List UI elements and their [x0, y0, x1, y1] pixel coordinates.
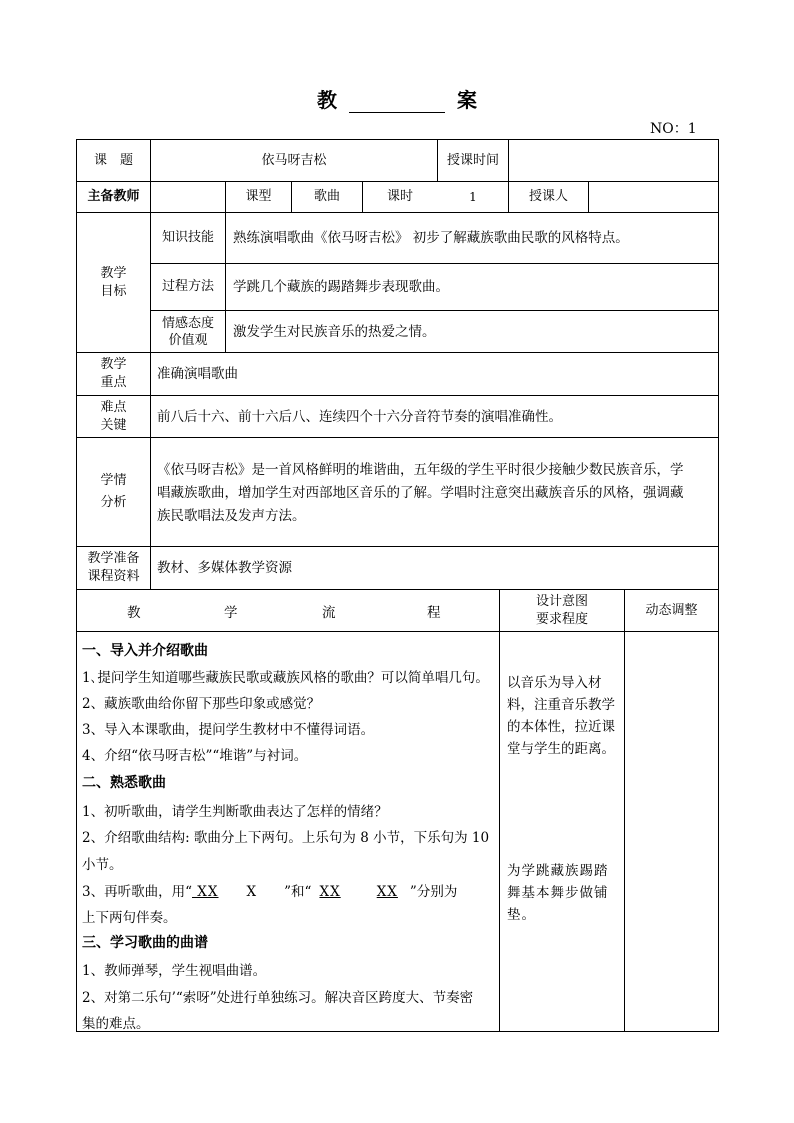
lesson-label: 课 题	[93, 152, 133, 168]
section-2-item-3b: 上下两句伴奏。	[82, 910, 177, 926]
section-2-item-2a: 2、介绍歌曲结构: 歌曲分上下两句。上乐句为 8 小节，下乐句为 10	[82, 830, 490, 846]
section-2-item-1: 1、初听歌曲，请学生判断歌曲表达了怎样的情绪？	[82, 804, 388, 820]
lecturer-value[interactable]	[589, 182, 718, 212]
difficulty-label	[77, 396, 150, 437]
analysis-label-line2: 分析	[100, 495, 127, 510]
section-1-item-3: 3、导入本课歌曲，提问学生教材中不懂得词语。	[82, 722, 375, 738]
design-intent-2-line-2: 舞基本舞步做铺	[507, 885, 609, 901]
section-1-title: 一、导入并介绍歌曲	[82, 643, 208, 659]
rhythm-pattern-2b: XX	[376, 884, 398, 900]
section-1-item-4: 4、介绍“依马呀吉松”“堆谐”与衬词。	[82, 748, 308, 764]
teacher-value[interactable]	[151, 182, 225, 212]
analysis-line-2: 唱藏族歌曲，增加学生对西部地区音乐的了解。学唱时注意突出藏族音乐的风格，强调藏	[157, 485, 684, 501]
focus-text: 准确演唱歌曲	[157, 366, 238, 382]
section-3-title: 三、学习歌曲的曲谱	[82, 935, 208, 951]
section-3-item-1: 1、教师弹琴，学生视唱曲谱。	[82, 963, 267, 979]
analysis-line-1: 《依马呀吉松》是一首风格鲜明的堆谐曲，五年级的学生平时很少接触少数民族音乐，学	[157, 462, 684, 478]
difficulty-text: 前八后十六、前十六后八、连续四个十六分音符节奏的演唱准确性。	[157, 408, 562, 425]
design-intent-1-line-3: 的本体性，拉近课	[507, 719, 615, 735]
focus-label	[77, 353, 150, 395]
analysis-text	[157, 459, 717, 528]
flow-header-c1: 教	[127, 604, 141, 621]
design-intent-block-2	[507, 860, 622, 926]
prep-label-line2: 课程资料	[87, 569, 140, 584]
goals-label-line2: 目标	[100, 283, 127, 299]
emotion-label	[151, 311, 225, 352]
time-value[interactable]	[509, 140, 718, 181]
teacher-label: 主备教师	[87, 189, 140, 204]
design-header-line1: 设计意图	[535, 593, 588, 609]
design-header-line2: 要求程度	[535, 611, 588, 627]
goals-label	[77, 213, 150, 352]
emotion-label-line1: 情感态度	[161, 315, 214, 331]
section-3-item-2a: 2、对第二乐句’“索呀”处进行单独练习。解决音区跨度大、节奏密	[82, 990, 474, 1006]
section-2-item-2b: 小节。	[82, 857, 123, 873]
difficulty-label-line1: 难点	[100, 399, 127, 415]
design-intent-2-line-3: 垫。	[507, 907, 536, 923]
process-label: 过程方法	[161, 279, 214, 294]
design-intent-2-line-1: 为学跳藏族踢踏	[507, 863, 609, 879]
goals-label-line1: 教学	[100, 265, 127, 281]
design-intent-1-line-2: 料，注重音乐教学	[507, 697, 615, 713]
flow-header-c4: 程	[427, 604, 441, 621]
knowledge-text: 熟练演唱歌曲《依马呀吉松》 初步了解藏族歌曲民歌的风格特点。	[233, 230, 629, 246]
prep-text: 教材、多媒体教学资源	[157, 560, 292, 576]
flow-header-title	[77, 590, 499, 631]
lecturer-label: 授课人	[528, 189, 568, 204]
section-2-title: 二、熟悉歌曲	[82, 775, 166, 791]
section-1-item-1: 1､提问学生知道哪些藏族民歌或藏族风格的歌曲？可以简单唱几句。	[82, 670, 489, 686]
emotion-text: 激发学生对民族音乐的热爱之情。	[233, 323, 436, 340]
document-number: NO：1	[650, 121, 697, 137]
document-title	[0, 84, 794, 113]
design-intent-1-line-4: 堂与学生的距离。	[507, 741, 615, 757]
section-2-item-3a	[82, 880, 457, 900]
focus-label-line1: 教学	[100, 357, 127, 372]
focus-label-line2: 重点	[100, 375, 127, 390]
hours-label: 课时	[386, 189, 413, 204]
flow-header-c2: 学	[224, 604, 238, 621]
analysis-label	[77, 438, 150, 546]
prep-label-line1: 教学准备	[87, 551, 140, 566]
title-left: 教	[317, 88, 337, 112]
section-2-item-3a-pre: 3、再听歌曲，用“	[82, 884, 192, 900]
section-2-item-3a-mid: ”和“	[284, 884, 312, 900]
adjust-header: 动态调整	[645, 602, 698, 618]
process-text: 学跳几个藏族的踢踏舞步表现歌曲。	[233, 279, 449, 295]
rhythm-pattern-1b: X	[246, 884, 257, 900]
knowledge-label: 知识技能	[161, 230, 214, 245]
section-3-item-2b: 集的难点。	[82, 1016, 150, 1032]
lesson-value: 依马呀吉松	[261, 152, 327, 168]
prep-label	[77, 547, 150, 589]
section-2-item-3a-post: ”分别为	[409, 884, 458, 900]
analysis-line-3: 族民歌唱法及发声方法。	[157, 508, 306, 524]
type-value: 歌曲	[313, 189, 340, 204]
emotion-label-line2: 价值观	[168, 332, 208, 348]
difficulty-label-line2: 关键	[100, 417, 127, 433]
title-underline-gap	[349, 111, 445, 113]
flow-header-c3: 流	[322, 604, 336, 621]
analysis-label-line1: 学情	[100, 473, 127, 488]
section-1-item-2: 2、藏族歌曲给你留下那些印象或感觉？	[82, 696, 321, 712]
hours-value: 1	[469, 190, 477, 204]
rhythm-pattern-2a: XX	[319, 884, 341, 900]
design-intent-1-line-1: 以音乐为导入材	[507, 675, 602, 691]
time-label: 授课时间	[446, 152, 499, 168]
title-right: 案	[457, 88, 477, 112]
design-header	[500, 590, 624, 631]
design-intent-block-1	[507, 672, 622, 760]
type-label: 课型	[245, 189, 272, 204]
rhythm-pattern-1a: XX	[192, 884, 219, 900]
